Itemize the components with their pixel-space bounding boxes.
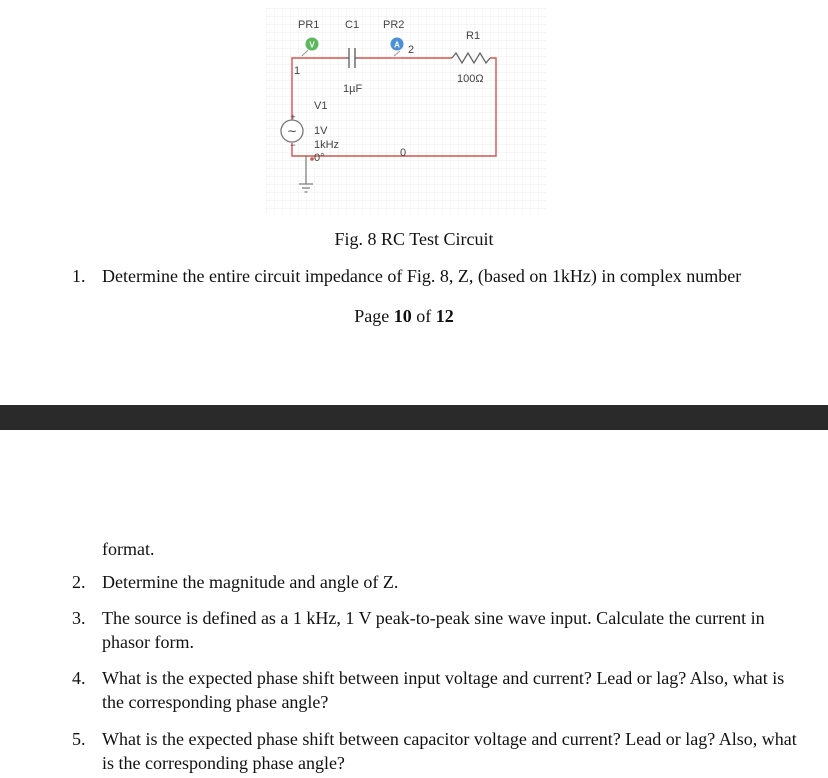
voltage-probe-badge: V [309, 40, 315, 50]
resistor-label: R1 [466, 30, 481, 42]
question-text: What is the expected phase shift between capacitor voltage and current? Lead or lag? Also, what is the corresponding phase angle? [102, 729, 797, 773]
probe1-label: PR1 [298, 19, 320, 31]
question-text: The source is defined as a 1 kHz, 1 V peak-to-peak sine wave input. Calculate the current in phasor form. [102, 608, 765, 652]
page-current: 10 [393, 306, 412, 326]
source-plus: + [290, 112, 296, 122]
source-voltage: 1V [314, 125, 328, 137]
page-prefix: Page [354, 306, 390, 326]
source-phase: 0° [314, 152, 325, 164]
question-number: 4. [72, 668, 86, 688]
node1-label: 1 [294, 65, 301, 77]
question-1-continuation [102, 537, 802, 561]
question-text: What is the expected phase shift between input voltage and current? Lead or lag? Also, what is the corresponding phase angle? [102, 668, 785, 712]
figure-caption: Fig. 8 RC Test Circuit [334, 229, 494, 249]
page-total: 12 [435, 306, 454, 326]
node0-label: 0 [400, 147, 407, 159]
source-frequency: 1kHz [314, 139, 340, 151]
rc-circuit-diagram [266, 8, 546, 214]
resistor-value: 100Ω [457, 73, 484, 85]
question-number: 2. [72, 572, 86, 592]
source-label: V1 [314, 100, 328, 112]
node2-label: 2 [408, 44, 415, 56]
question-text: Determine the magnitude and angle of Z. [102, 572, 399, 592]
source-minus: − [290, 140, 296, 150]
document-page-bottom [0, 430, 828, 778]
page-break-bar [0, 405, 828, 430]
question-text: format. [102, 539, 155, 559]
page-of: of [416, 306, 432, 326]
question-number: 3. [72, 608, 86, 628]
question-text: Determine the entire circuit impedance of Fig. 8, Z, (based on 1kHz) in complex number [102, 266, 742, 286]
capacitor-value: 1µF [343, 83, 363, 95]
probe2-label: PR2 [383, 19, 405, 31]
page-number [0, 306, 808, 327]
current-probe-badge: A [394, 40, 400, 50]
question-number: 1. [72, 266, 86, 286]
question-number: 5. [72, 729, 86, 749]
capacitor-label: C1 [345, 19, 360, 31]
source-wave-glyph: ∼ [286, 124, 298, 138]
